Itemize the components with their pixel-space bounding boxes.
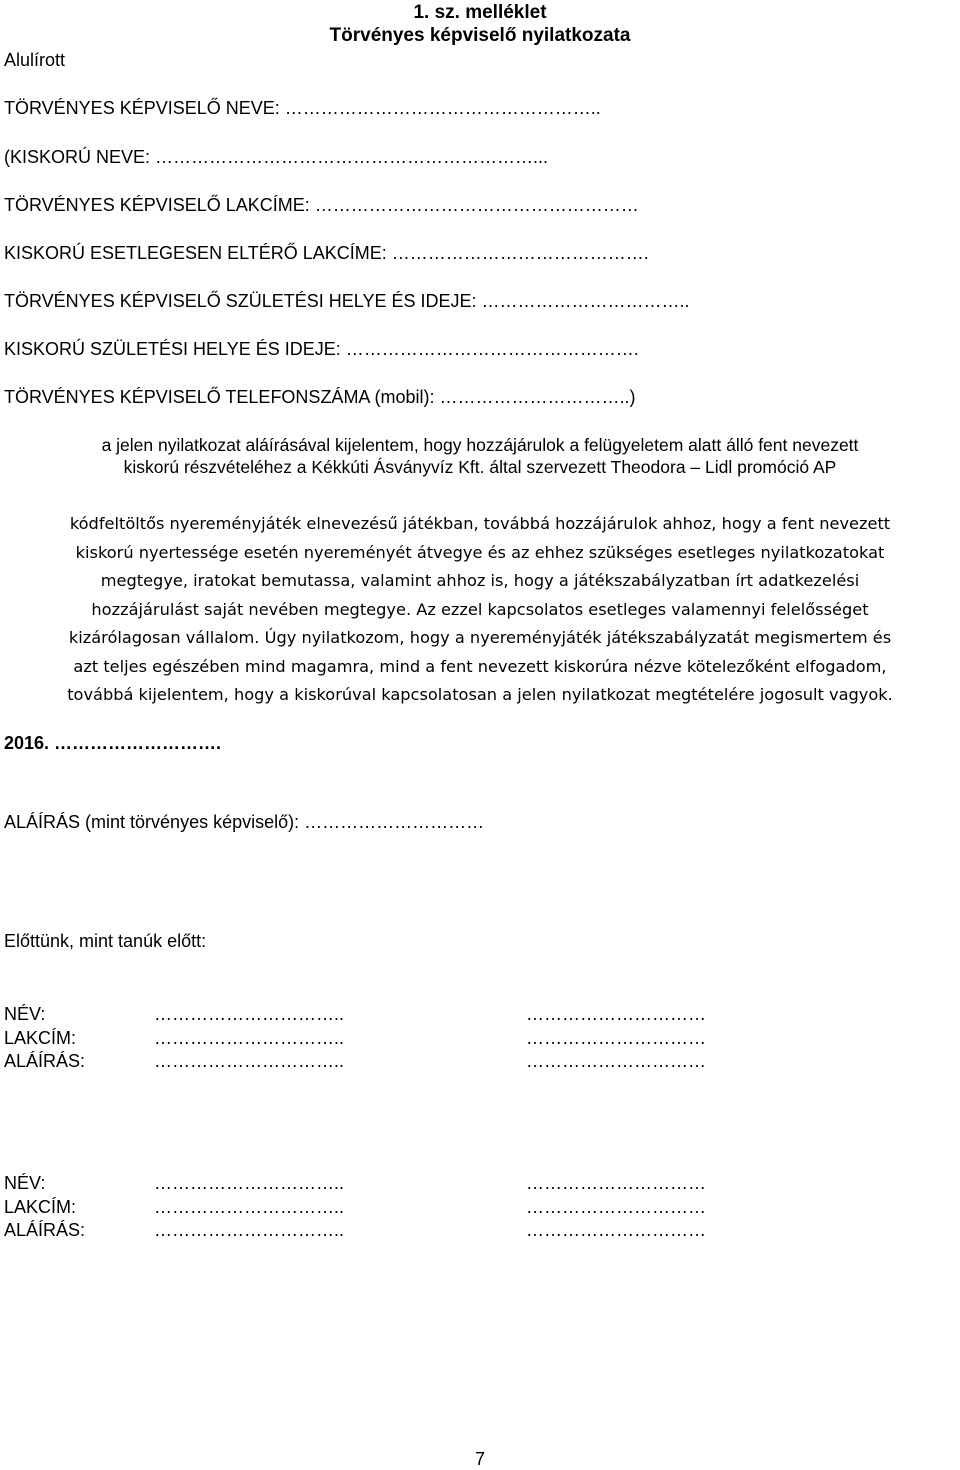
field-dots: …………………………………………….. (284, 98, 601, 118)
field-dots: ……………………………………. (391, 243, 649, 263)
declaration-part-1 (0, 434, 960, 478)
witness-address-label: LAKCÍM: (4, 1196, 77, 1217)
witness-dots: ………………………… (526, 1004, 706, 1024)
field-guardian-name (4, 98, 601, 119)
declaration-line: továbbá kijelentem, hogy a kiskorúval kapcsolatosan a jelen nyilatkozat megtételére jogosult vagyok. (67, 685, 893, 704)
signature-dots: ………………………… (304, 812, 485, 832)
witness-address-row (4, 1196, 904, 1220)
field-label: TÖRVÉNYES KÉPVISELŐ LAKCÍME: (4, 195, 310, 215)
witness-name-row (4, 1172, 904, 1196)
field-label: (KISKORÚ NEVE: (4, 147, 151, 167)
witness-signature-row (4, 1219, 904, 1243)
field-dots: …………………………………………. (345, 339, 639, 359)
field-dots: ………………………………………………………... (155, 147, 549, 167)
field-dots: …………………………..) (439, 387, 636, 407)
declaration-line: a jelen nyilatkozat aláírásával kijelentem, hogy hozzájárulok a felügyeletem alatt álló fent nevezett (101, 435, 859, 455)
page-number: 7 (474, 1449, 485, 1469)
witness-name-row (4, 1003, 904, 1027)
witness-dots: ………………………… (526, 1220, 706, 1240)
field-guardian-birth (4, 291, 690, 312)
declaration-line: kiskorú nyertessége esetén nyereményét átvegye és az ehhez szükséges esetleges nyilatkozatokat (75, 542, 885, 562)
declaration-line: kódfeltöltős nyereményjáték elnevezésű játékban, továbbá hozzájárulok ahhoz, hogy a fent nevezett (69, 514, 891, 533)
witness-address-label: LAKCÍM: (4, 1027, 77, 1048)
witness-dots: ………………………….. (154, 1196, 345, 1217)
document-title: Törvényes képviselő nyilatkozata (329, 25, 631, 46)
witness-dots: ………………………….. (154, 1173, 345, 1193)
annex-label: 1. sz. melléklet (413, 2, 547, 23)
witness-signature-label: ALÁÍRÁS: (4, 1220, 86, 1240)
field-label: TÖRVÉNYES KÉPVISELŐ SZÜLETÉSI HELYE ÉS IDEJE: (4, 291, 477, 311)
declaration-line: kiskorú részvételéhez a Kékkúti Ásványvíz Kft. által szervezett Theodora – Lidl promóció AP (123, 457, 837, 477)
declaration-line: hozzájárulást saját nevében megtegye. Az ezzel kapcsolatos esetleges valamennyi felelősséget (91, 599, 869, 619)
witness-dots: ………………………… (526, 1196, 706, 1217)
date-line: 2016. ………………………. (4, 733, 222, 753)
witness-dots: ………………………….. (154, 1004, 345, 1024)
declaration-part-2 (0, 510, 960, 710)
declaration-line: azt teljes egészében mind magamra, mind a fent nevezett kiskorúra nézve kötelezőként elfogadom, (73, 656, 887, 676)
witnesses-intro: Előttünk, mint tanúk előtt: (4, 931, 207, 951)
field-label: TÖRVÉNYES KÉPVISELŐ TELEFONSZÁMA (mobil): (4, 387, 435, 407)
witness-address-row (4, 1027, 904, 1051)
witness-signature-label: ALÁÍRÁS: (4, 1051, 86, 1071)
field-guardian-phone (4, 387, 635, 408)
field-dots: …………………………….. (481, 291, 690, 311)
field-minor-birth (4, 339, 639, 360)
undersigned-label: Alulírott (4, 50, 66, 70)
field-label: KISKORÚ SZÜLETÉSI HELYE ÉS IDEJE: (4, 339, 341, 359)
witness-dots: ………………………… (526, 1173, 706, 1193)
field-minor-address (4, 243, 649, 264)
witness-block (4, 1003, 904, 1074)
field-dots: ……………………………………………… (314, 195, 639, 215)
declaration-line: kizárólagosan vállalom. Úgy nyilatkozom, hogy a nyereményjáték játékszabályzatát megismertem és (68, 628, 892, 647)
signature-label: ALÁÍRÁS (mint törvényes képviselő): (4, 812, 300, 832)
witness-dots: ………………………… (526, 1051, 706, 1071)
witness-dots: ………………………….. (154, 1027, 345, 1048)
declaration-line: megtegye, iratokat bemutassa, valamint ahhoz is, hogy a játékszabályzatban írt adatkezelési (100, 571, 860, 590)
witness-block (4, 1172, 904, 1243)
witness-signature-row (4, 1050, 904, 1074)
field-guardian-address (4, 195, 639, 216)
witness-name-label: NÉV: (4, 1004, 46, 1024)
witness-name-label: NÉV: (4, 1173, 46, 1193)
witness-dots: ………………………….. (154, 1051, 345, 1071)
witness-dots: ………………………….. (154, 1220, 345, 1240)
field-label: TÖRVÉNYES KÉPVISELŐ NEVE: (4, 98, 280, 118)
witness-dots: ………………………… (526, 1027, 706, 1048)
field-minor-name (4, 147, 548, 168)
field-label: KISKORÚ ESETLEGESEN ELTÉRŐ LAKCÍME: (4, 243, 387, 263)
guardian-signature-line (4, 812, 484, 833)
